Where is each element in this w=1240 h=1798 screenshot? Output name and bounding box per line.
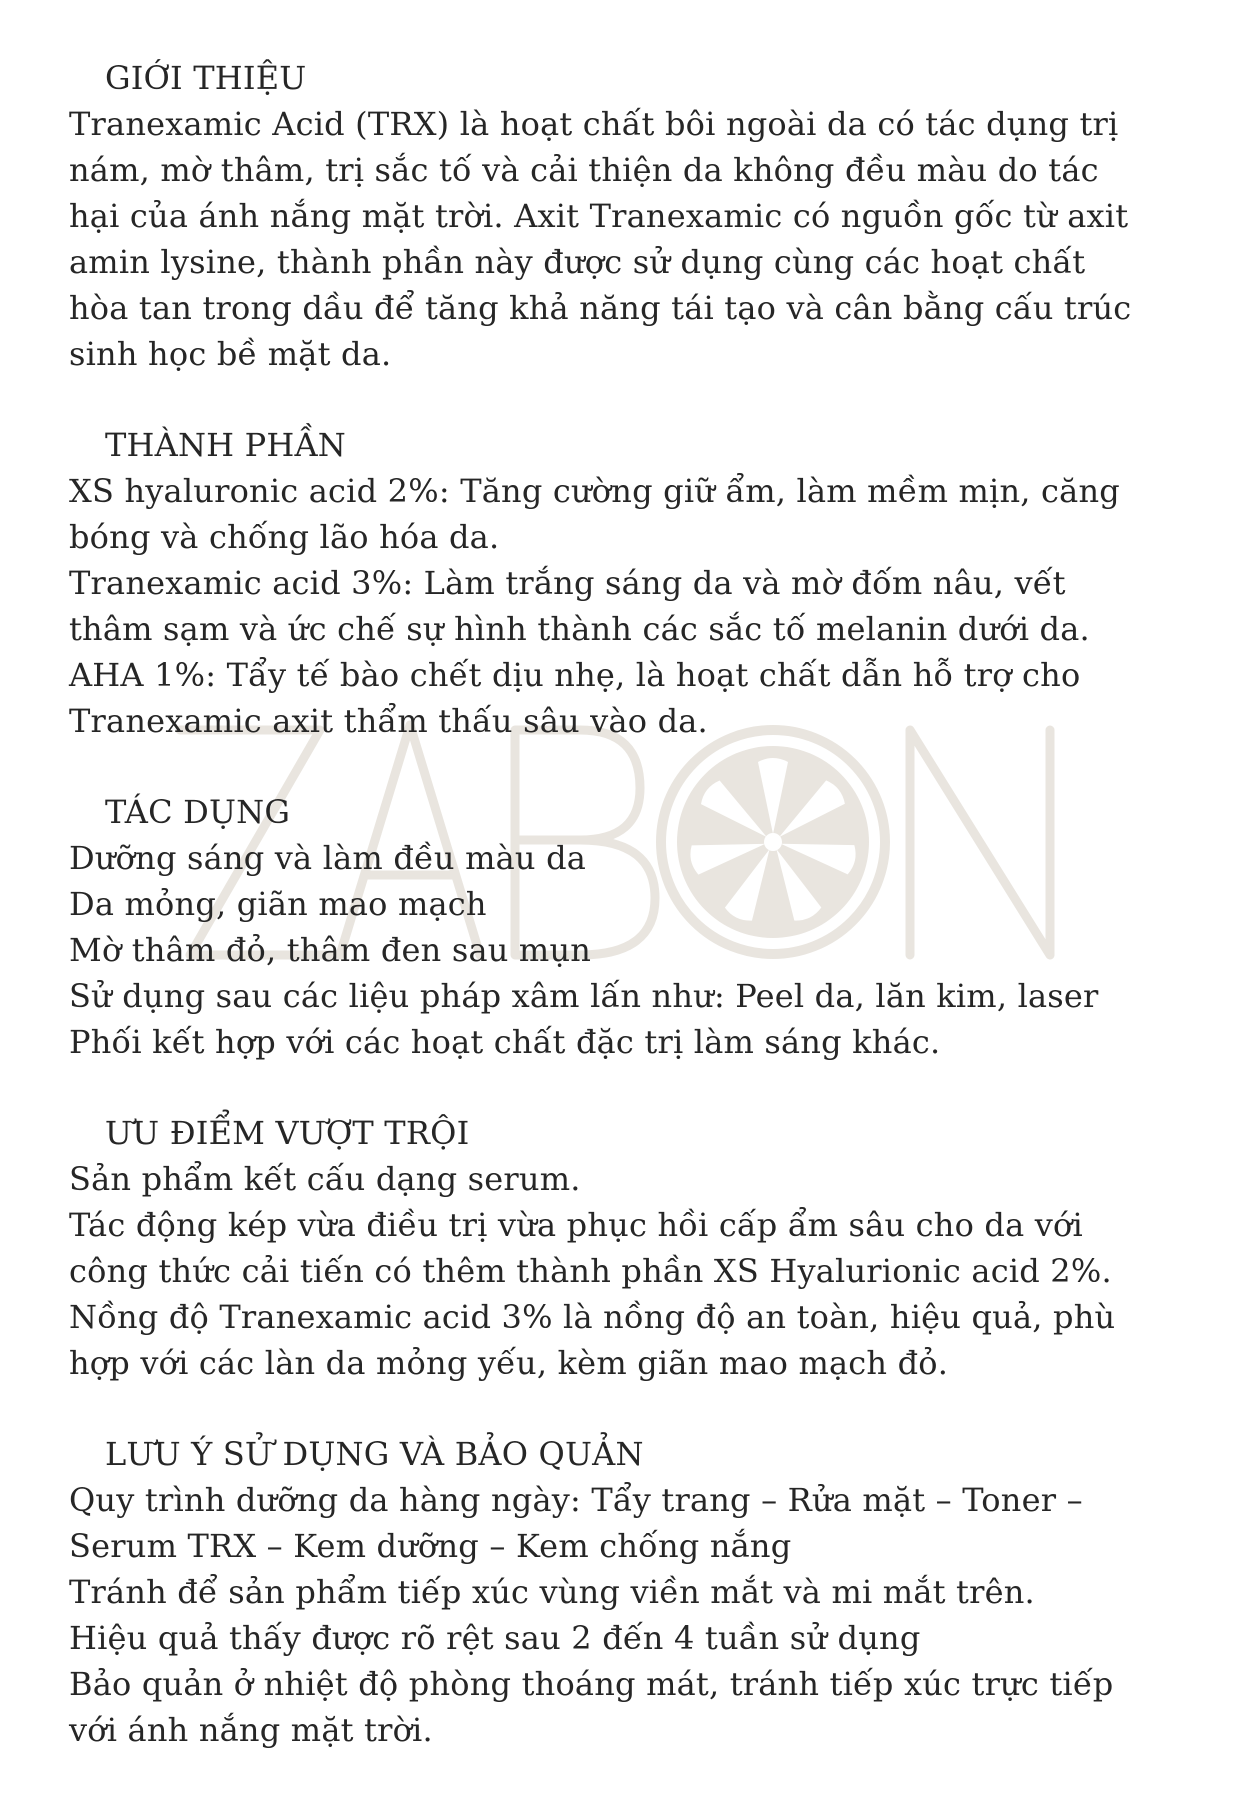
text-line: Tranexamic axit thẩm thấu sâu vào da. [69,702,708,740]
text-line: Tranexamic acid 3%: Làm trắng sáng da và mờ đốm nâu, vết [69,564,1066,602]
document-content [69,55,1189,1798]
text-line: Tranexamic Acid (TRX) là hoạt chất bôi ngoài da có tác dụng trị [69,105,1119,143]
text-line: hợp với các làn da mỏng yếu, kèm giãn mao mạch đỏ. [69,1344,949,1382]
section-thanh-phan [69,422,1189,744]
section-tac-dung [69,789,1189,1065]
section-heading: THÀNH PHẦN [105,426,346,464]
text-line: Tránh để sản phẩm tiếp xúc vùng viền mắt và mi mắt trên. [69,1573,1035,1611]
section-uu-diem [69,1110,1189,1386]
text-line: hại của ánh nắng mặt trời. Axit Tranexamic có nguồn gốc từ axit [69,197,1129,235]
text-line: Tác động kép vừa điều trị vừa phục hồi cấp ẩm sâu cho da với [69,1206,1083,1244]
text-line: Sử dụng sau các liệu pháp xâm lấn như: Peel da, lăn kim, laser [69,977,1099,1015]
text-line: Mờ thâm đỏ, thâm đen sau mụn [69,931,592,969]
text-line: với ánh nắng mặt trời. [69,1711,433,1749]
text-line: Sản phẩm kết cấu dạng serum. [69,1160,581,1198]
section-heading: GIỚI THIỆU [105,59,307,97]
text-line: hòa tan trong dầu để tăng khả năng tái tạo và cân bằng cấu trúc [69,289,1132,327]
text-line: công thức cải tiến có thêm thành phần XS Hyalurionic acid 2%. [69,1252,1112,1290]
section-heading: TÁC DỤNG [105,793,291,831]
text-line: sinh học bề mặt da. [69,335,392,373]
text-line: Quy trình dưỡng da hàng ngày: Tẩy trang – Rửa mặt – Toner – [69,1481,1083,1519]
section-heading: ƯU ĐIỂM VƯỢT TRỘI [105,1114,470,1152]
text-line: Dưỡng sáng và làm đều màu da [69,839,587,877]
text-line: Phối kết hợp với các hoạt chất đặc trị làm sáng khác. [69,1023,941,1061]
text-line: Hiệu quả thấy được rõ rệt sau 2 đến 4 tuần sử dụng [69,1619,921,1657]
text-line: thâm sạm và ức chế sự hình thành các sắc tố melanin dưới da. [69,610,1090,648]
text-line: Bảo quản ở nhiệt độ phòng thoáng mát, tránh tiếp xúc trực tiếp [69,1665,1114,1703]
text-line: AHA 1%: Tẩy tế bào chết dịu nhẹ, là hoạt chất dẫn hỗ trợ cho [69,656,1081,694]
text-line: Da mỏng, giãn mao mạch [69,885,487,923]
section-gioi-thieu [69,55,1189,377]
text-line: amin lysine, thành phần này được sử dụng cùng các hoạt chất [69,243,1086,281]
section-luu-y [69,1431,1189,1753]
text-line: bóng và chống lão hóa da. [69,518,500,556]
section-heading: LƯU Ý SỬ DỤNG VÀ BẢO QUẢN [105,1435,644,1473]
text-line: Serum TRX – Kem dưỡng – Kem chống nắng [69,1527,792,1565]
text-line: Nồng độ Tranexamic acid 3% là nồng độ an toàn, hiệu quả, phù [69,1298,1116,1336]
text-line: nám, mờ thâm, trị sắc tố và cải thiện da không đều màu do tác [69,151,1099,189]
text-line: XS hyaluronic acid 2%: Tăng cường giữ ẩm, làm mềm mịn, căng [69,472,1120,510]
